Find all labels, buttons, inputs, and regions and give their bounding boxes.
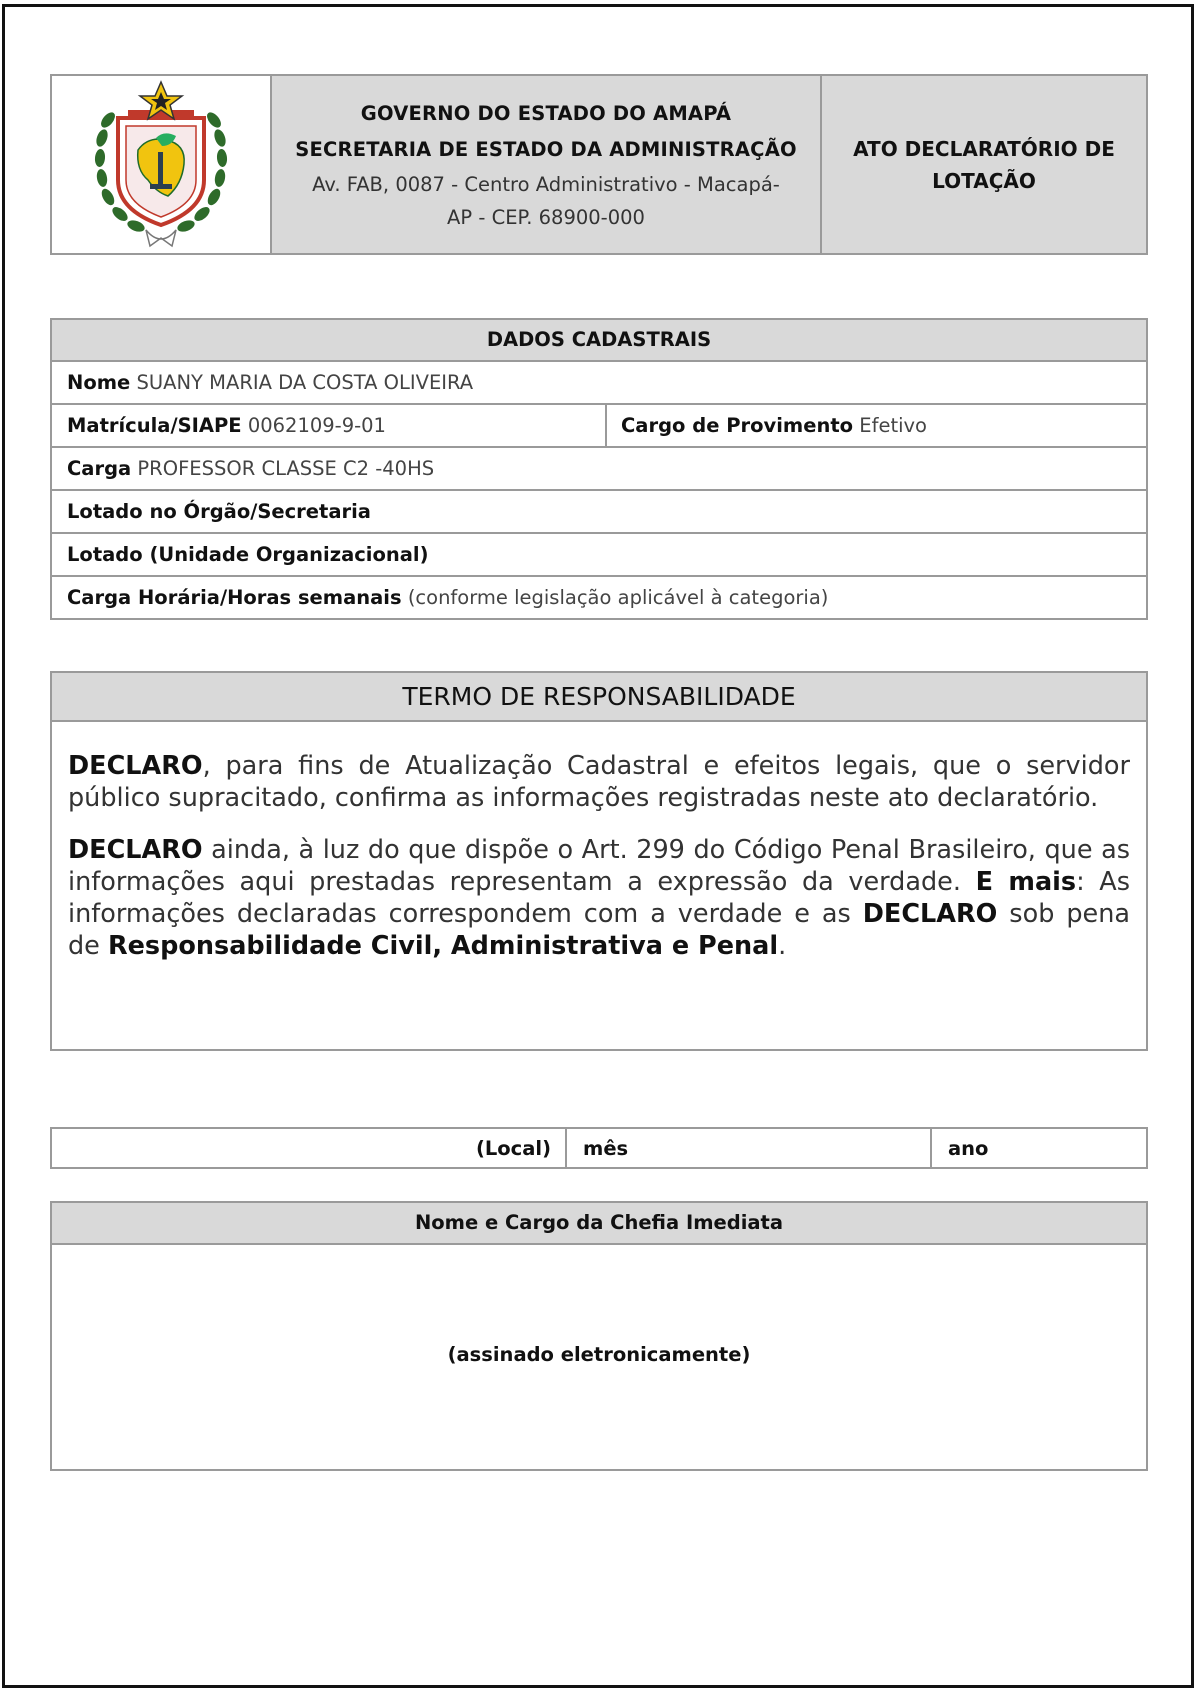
termo-paragraph-2: DECLARO ainda, à luz do que dispõe o Art. 299 do Código Penal Brasileiro, que as informações aqui prestadas representam a expressão da verdade. E mais: As informações declaradas correspondem com a verdade e as DECLARO sob pena de Responsabilidade Civil, Administrativa e Penal. <box>68 835 1130 961</box>
row-unidade <box>52 534 1146 577</box>
act-title-line1: ATO DECLARATÓRIO DE <box>853 136 1115 161</box>
matricula-value: 0062109-9-01 <box>247 414 386 437</box>
org-secretariat-name: SECRETARIA DE ESTADO DA ADMINISTRAÇÃO <box>295 137 797 161</box>
termo-paragraph-1: DECLARO, para fins de Atualização Cadastral e efeitos legais, que o servidor público supracitado, confirma as informações registradas neste ato declaratório. <box>68 751 1130 813</box>
mes-label: mês <box>583 1136 629 1160</box>
row-nome <box>52 362 1146 405</box>
row-carga-horaria <box>52 577 1146 618</box>
termo-title: TERMO DE RESPONSABILIDADE <box>52 673 1146 722</box>
unidade-label: Lotado (Unidade Organizacional) <box>67 543 429 566</box>
local-date-row <box>50 1127 1148 1169</box>
row-orgao <box>52 491 1146 534</box>
chefia-box <box>50 1201 1148 1471</box>
organization-info <box>272 76 822 253</box>
carga-horaria-label: Carga Horária/Horas semanais <box>67 586 402 609</box>
matricula-label: Matrícula/SIAPE <box>67 414 242 437</box>
amapa-coat-of-arms-icon <box>86 80 236 250</box>
act-title <box>822 76 1146 253</box>
provimento-label: Cargo de Provimento <box>621 414 854 437</box>
orgao-label: Lotado no Órgão/Secretaria <box>67 500 371 523</box>
nome-value: SUANY MARIA DA COSTA OLIVEIRA <box>136 371 474 394</box>
provimento-value: Efetivo <box>859 414 927 437</box>
row-matricula <box>52 405 1146 448</box>
signature-note: (assinado eletronicamente) <box>447 1343 751 1366</box>
chefia-title: Nome e Cargo da Chefia Imediata <box>52 1203 1146 1245</box>
local-label: (Local) <box>475 1136 551 1160</box>
nome-label: Nome <box>67 371 131 394</box>
ano-label: ano <box>948 1136 989 1160</box>
org-government-name: GOVERNO DO ESTADO DO AMAPÁ <box>360 101 732 125</box>
row-carga <box>52 448 1146 491</box>
dados-cadastrais-table <box>50 318 1148 620</box>
carga-label: Carga <box>67 457 132 480</box>
termo-responsabilidade-box <box>50 671 1148 1051</box>
act-title-line2: LOTAÇÃO <box>932 168 1036 193</box>
carga-value: PROFESSOR CLASSE C2 -40HS <box>137 457 435 480</box>
dados-cadastrais-title: DADOS CADASTRAIS <box>52 320 1146 362</box>
org-address-line1: Av. FAB, 0087 - Centro Administrativo - Macapá- <box>312 172 780 196</box>
logo-cell <box>52 76 272 253</box>
carga-horaria-note: (conforme legislação aplicável à categoria) <box>407 586 829 609</box>
termo-body <box>52 722 1146 962</box>
org-address-line2: AP - CEP. 68900-000 <box>447 205 645 229</box>
document-header <box>50 74 1148 255</box>
